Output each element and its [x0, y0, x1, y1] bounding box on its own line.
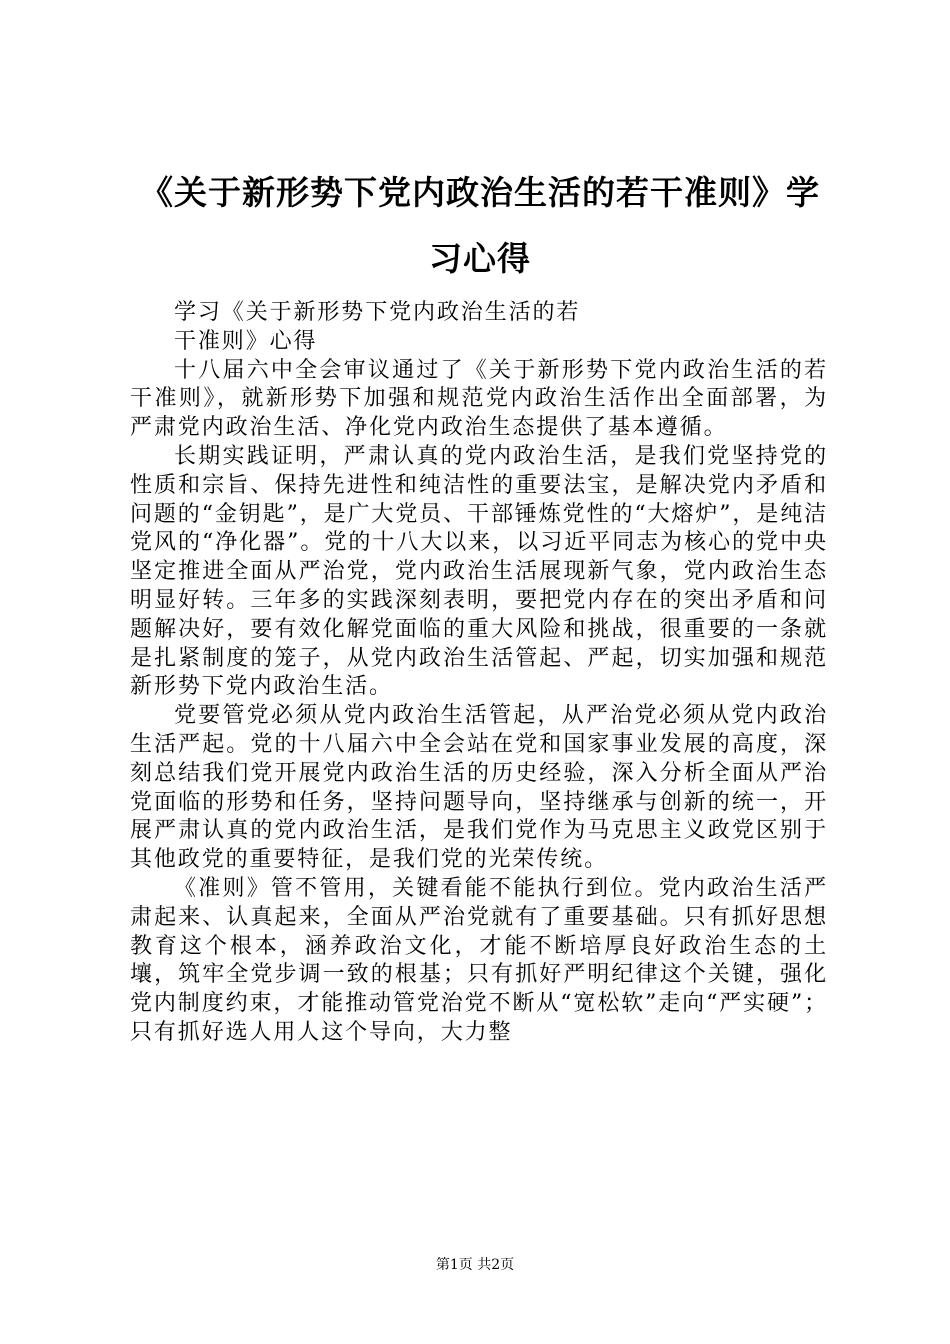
paragraph-3: 党要管党必须从党内政治生活管起，从严治党必须从党内政治生活严起。党的十八届六中全会站在党和国家事业发展的高度，深刻总结我们党开展党内政治生活的历史经验，深入分析全面从严治党面临的形势和任务，坚持问题导向，坚持继承与创新的统一，开展严肃认真的党内政治生活，是我们党作为马克思主义政党区别于其他政党的重要特征，是我们党的光荣传统。 — [130, 703, 828, 873]
document-subtitle: 学习《关于新形势下党内政治生活的若干准则》心得 — [174, 300, 581, 354]
paragraph-4: 《准则》管不管用，关键看能不能执行到位。党内政治生活严肃起来、认真起来，全面从严治党就有了重要基础。只有抓好思想教育这个根本，涵养政治文化，才能不断培厚良好政治生态的土壤，筑牢全党步调一致的根基；只有抓好严明纪律这个关键，强化党内制度约束，才能推动管党治党不断从“宽松软”走向“严实硬”；只有抓好选人用人这个导向，大力整 — [130, 875, 828, 1045]
document-body — [130, 299, 828, 1048]
page-footer: 第1页 共2页 — [435, 1257, 515, 1273]
document-title: 《关于新形势下党内政治生活的若干准则》学习心得 — [140, 173, 820, 278]
paragraph-1: 十八届六中全会审议通过了《关于新形势下党内政治生活的若干准则》，就新形势下加强和规范党内政治生活作出全面部署，为严肃党内政治生活、净化党内政治生态提供了基本遵循。 — [130, 357, 828, 441]
paragraph-2: 长期实践证明，严肃认真的党内政治生活，是我们党坚持党的性质和宗旨、保持先进性和纯洁性的重要法宝，是解决党内矛盾和问题的“金钥匙”，是广大党员、干部锤炼党性的“大熔炉”，是纯洁党风的“净化器”。党的十八大以来，以习近平同志为核心的党中央坚定推进全面从严治党，党内政治生活展现新气象，党内政治生态明显好转。三年多的实践深刻表明，要把党内存在的突出矛盾和问题解决好，要有效化解党面临的重大风险和挑战，很重要的一条就是扎紧制度的笼子，从党内政治生活管起、严起，切实加强和规范新形势下党内政治生活。 — [130, 443, 828, 700]
